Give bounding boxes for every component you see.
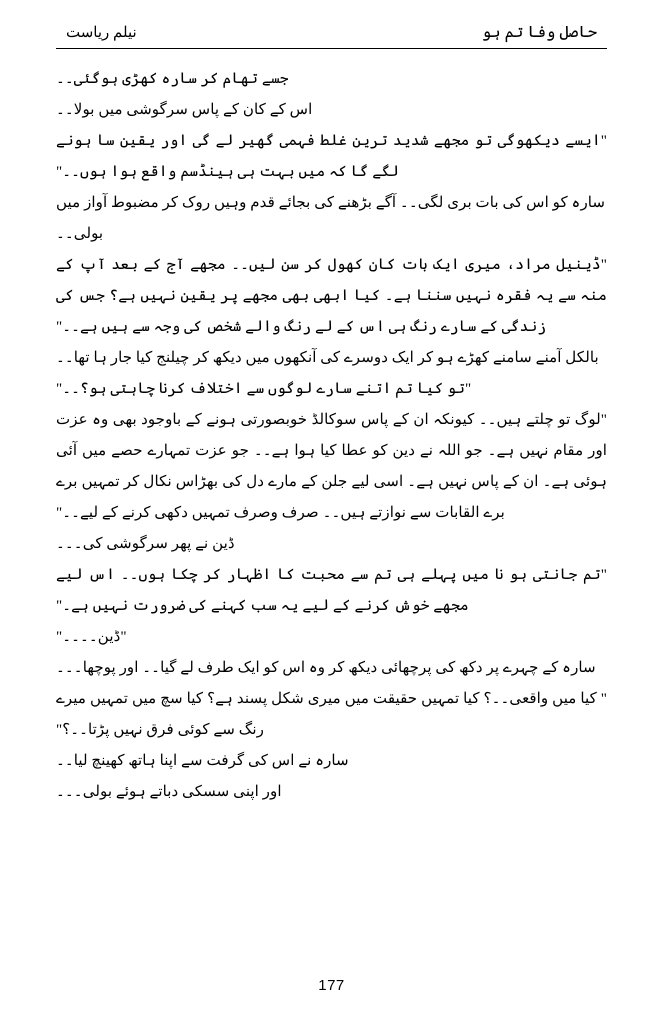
page-header xyxy=(66,22,597,48)
book-title: حاصل وفا تم ہو xyxy=(481,24,597,41)
body-paragraph: اس کے کان کے پاس سرگوشی میں بولا۔۔ xyxy=(56,101,313,118)
body-paragraph: "تم جانتی ہو نا میں پہلے ہی تم سے محبت کا اظہار کر چکا ہوں۔۔ اس لیے مجھے خوش کرنے کے لیے یہ سب کہنے کی ضرورت نہیں ہے۔" xyxy=(56,566,607,614)
body-paragraph: "تو کیا تم اتنے سارے لوگوں سے اختلاف کرنا چاہتی ہو؟۔۔" xyxy=(56,380,472,397)
author-name: نیلم ریاست xyxy=(66,25,137,41)
body-paragraph: سارہ کے چہرے پر دکھ کی پرچھائی دیکھ کر وہ اس کو ایک طرف لے گیا۔۔ اور پوچھا۔۔۔ xyxy=(56,659,596,676)
page-body-text xyxy=(56,63,607,1024)
page-number: 177 xyxy=(318,977,345,994)
page-footer xyxy=(0,977,663,994)
body-paragraph: "ڈینیل مراد، میری ایک بات کان کھول کر سن لیں۔۔ مجھے آج کے بعد آپ کے منہ سے یہ فقرہ نہیں سننا ہے۔ کیا ابھی بھی مجھے پر یقین نہیں ہے؟ جس کی زندگی کے سارے رنگ ہی اس کے لے رنگ والے شخص کی وجہ سے ہیں ہے۔۔" xyxy=(56,256,607,335)
body-paragraph: سارہ کو اس کی بات بری لگی۔۔ آگے بڑھنے کی بجائے قدم وہیں روک کر مضبوط آواز میں بولی۔۔ xyxy=(56,194,606,242)
body-paragraph: بالکل آمنے سامنے کھڑے ہو کر ایک دوسرے کی آنکھوں میں دیکھ کر چیلنج کیا جار ہا تھا۔۔ xyxy=(56,349,599,366)
body-paragraph: " کیا میں واقعی۔۔؟ کیا تمہیں حقیقت میں میری شکل پسند ہے؟ کیا سچ میں تمہیں میرے رنگ سے کوئی فرق نہیں پڑتا۔۔؟" xyxy=(56,690,607,738)
body-paragraph: جسے تھام کر سارہ کھڑی ہوگئی۔۔ xyxy=(56,70,289,87)
header-divider xyxy=(56,48,607,49)
body-paragraph: سارہ نے اس کی گرفت سے اپنا ہاتھ کھینچ لیا۔۔ xyxy=(56,752,349,769)
body-paragraph: "لوگ تو چلتے ہیں۔۔ کیونکہ ان کے پاس سوکالڈ خوبصورتی ہونے کے باوجود بھی وہ عزت اور مقام نہیں ہے۔ جو اللہ نے دین کو عطا کیا ہوا ہے۔۔ جو عزت تمہارے حصے میں آئی ہوئی ہے۔ ان کے پاس نہیں ہے۔ اسی لیے جلن کے مارے دل کی بھڑاس نکال کر تمہیں برے برے القابات سے نوازتے ہیں۔۔ صرف وصرف تمہیں دکھی کرنے کے لیے۔۔" xyxy=(56,411,607,521)
body-paragraph: "ڈین۔۔۔۔" xyxy=(56,628,127,645)
body-paragraph: "ایسے دیکھوگی تو مجھے شدید ترین غلط فہمی گھیر لے گی اور یقین سا ہونے لگے گا کہ میں بہت ہی ہینڈسم واقع ہوا ہوں۔۔" xyxy=(56,132,607,180)
body-paragraph: ڈین نے پھر سرگوشی کی۔۔۔ xyxy=(56,535,235,552)
body-paragraph: اور اپنی سسکی دباتے ہوئے بولی۔۔۔ xyxy=(56,783,282,800)
